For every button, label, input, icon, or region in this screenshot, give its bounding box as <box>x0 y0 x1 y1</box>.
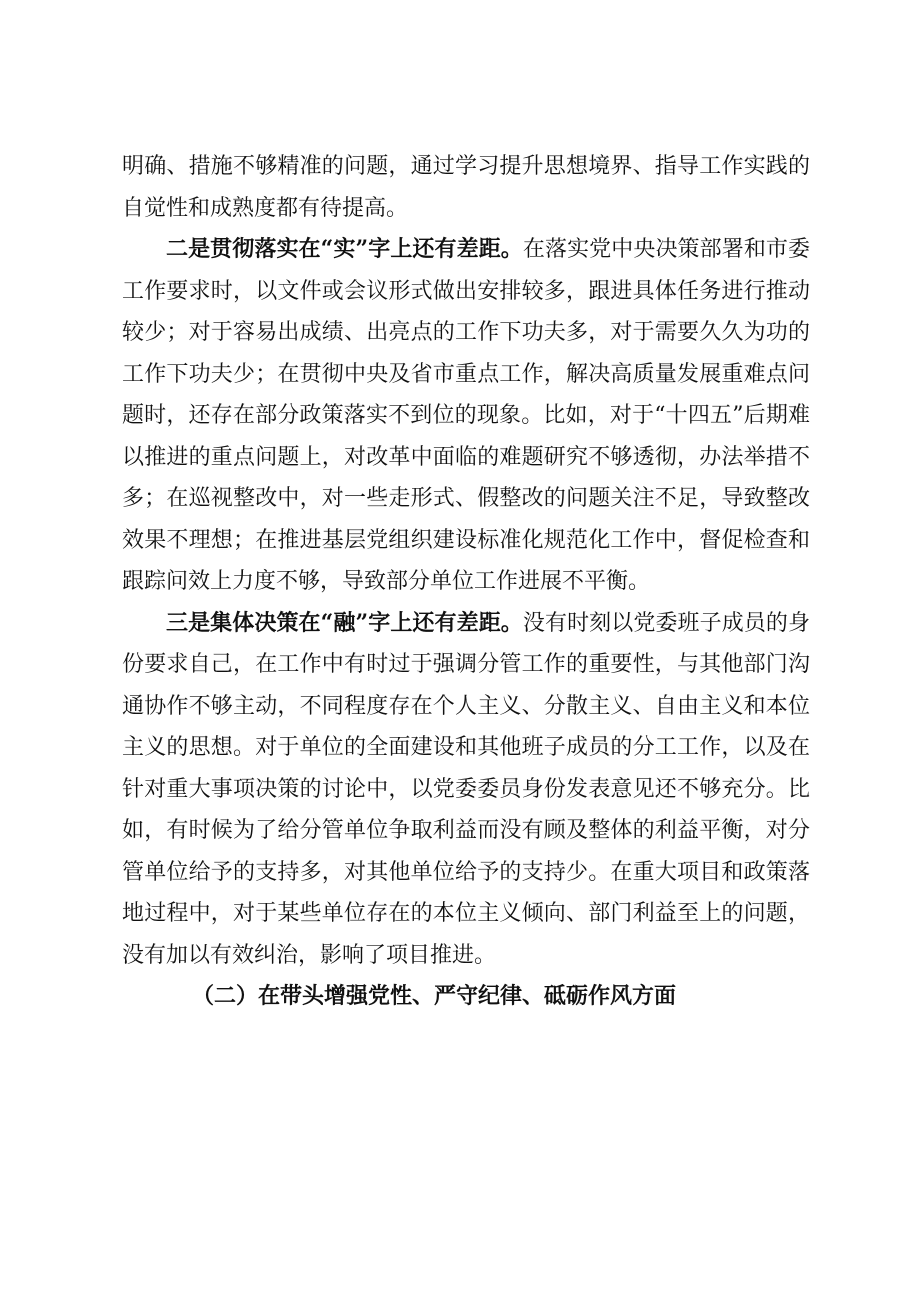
paragraph-lead-sentence: 二是贯彻落实在“实”字上还有差距。 <box>166 236 523 262</box>
paragraph-text: 没有时刻以党委班子成员的身份要求自己，在工作中有时过于强调分管工作的重要性，与其他部门沟通协作不够主动，不同程度存在个人主义、分散主义、自由主义和本位主义的思想。对于单位的全面建设和其他班子成员的分工工作，以及在针对重大事项决策的讨论中，以党委委员身份发表意见还不够充分。比如，有时候为了给分管单位争取利益而没有顾及整体的利益平衡，对分管单位给予的支持多，对其他单位给予的支持少。在重大项目和政策落地过程中，对于某些单位存在的本位主义倾向、部门利益至上的问题，没有加以有效纠治，影响了项目推进。 <box>122 610 810 968</box>
document-body <box>122 146 810 1018</box>
paragraph-collective-decision-gap <box>122 603 810 977</box>
paragraph-text: 明确、措施不够精准的问题，通过学习提升思想境界、指导工作实践的自觉性和成熟度都有待提高。 <box>122 154 810 221</box>
paragraph-lead-sentence: 三是集体决策在“融”字上还有差距。 <box>166 609 523 636</box>
paragraph-continuation <box>122 146 810 229</box>
section-heading: （二）在带头增强党性、严守纪律、砥砺作风方面 <box>192 983 677 1009</box>
paragraph-text: 在落实党中央决策部署和市委工作要求时，以文件或会议形式做出安排较多，跟进具体任务进行推动较少；对于容易出成绩、出亮点的工作下功夫多，对于需要久久为功的工作下功夫少；在贯彻中央及省市重点工作，解决高质量发展重难点问题时，还存在部分政策落实不到位的现象。比如，对于“十四五”后期难以推进的重点问题上，对改革中面临的难题研究不够透彻，办法举措不多；在巡视整改中，对一些走形式、假整改的问题关注不足，导致整改效果不理想；在推进基层党组织建设标准化规范化工作中，督促检查和跟踪问效上力度不够，导致部分单位工作进展不平衡。 <box>122 237 810 594</box>
paragraph-implementation-gap <box>122 229 810 603</box>
